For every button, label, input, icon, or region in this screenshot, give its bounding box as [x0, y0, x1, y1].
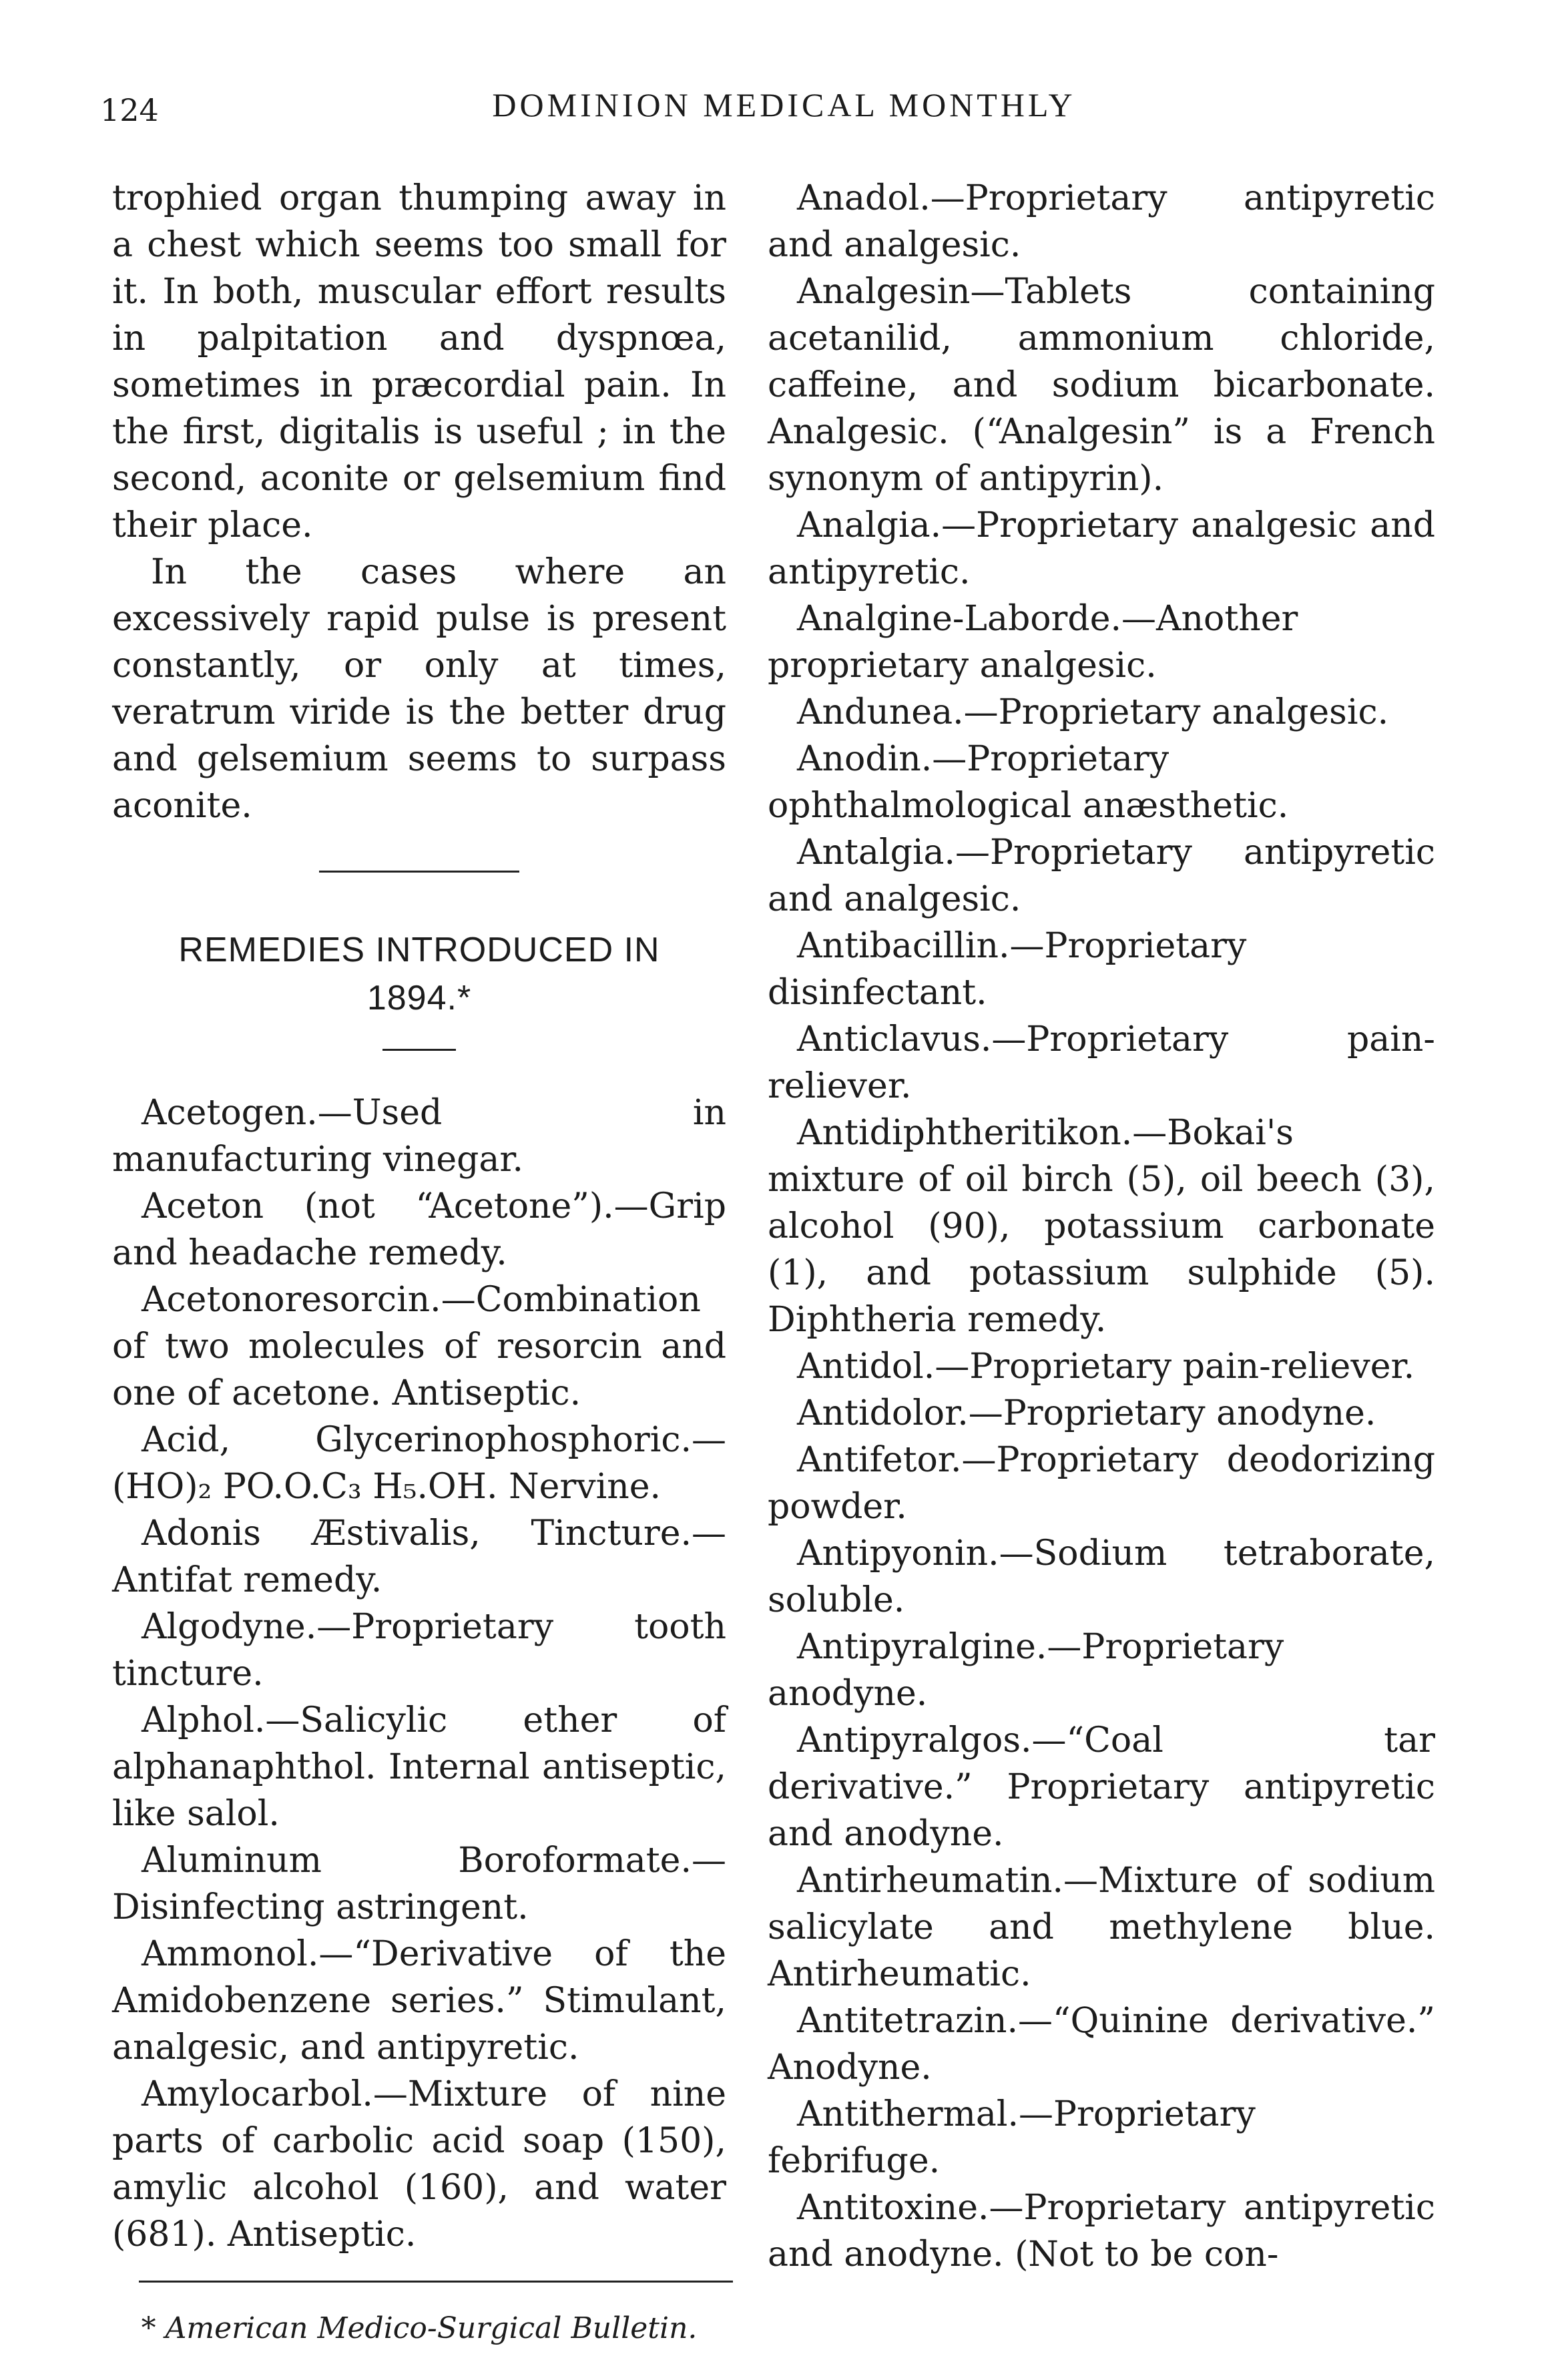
left-column [112, 175, 726, 2352]
section-title-line: REMEDIES INTRODUCED IN [178, 931, 660, 969]
remedy-entry: Antipyralgine.—Proprietary anodyne. [768, 1627, 1284, 1714]
remedy-entry: Adonis Æstivalis, Tincture.—Antifat remedy. [112, 1513, 726, 1600]
continuation-paragraph: trophied organ thumping away in a chest which seems too small for it. In both, muscular effort results in palpitation and dyspnœa, sometimes in præcordial pain. In the first, digitalis is useful ; in the second, aconite or gelsemium find their place. [112, 178, 726, 545]
remedy-entry: Acetonoresorcin.—Combination of two molecules of resorcin and one of acetone. Antiseptic. [112, 1280, 726, 1413]
section-divider [319, 871, 519, 873]
remedy-entry: Antipyralgos.—“Coal tar derivative.” Proprietary antipyretic and anodyne. [768, 1720, 1435, 1854]
remedy-entry: Aluminum Boroformate.—Disinfecting astringent. [112, 1841, 726, 1927]
footnote: * American Medico-Surgical Bulletin. [141, 2311, 698, 2345]
remedy-entry: Antipyonin.—Sodium tetraborate, soluble. [768, 1533, 1435, 1620]
section-title [112, 926, 726, 1022]
continuation-paragraph: In the cases where an excessively rapid pulse is present constantly, or only at times, veratrum viride is the better drug and gelsemium seems to surpass aconite. [112, 552, 726, 826]
remedy-entry: Antidol.—Proprietary pain-reliever. [797, 1347, 1415, 1387]
remedy-entry: Aceton (not “Acetone”).—Grip and headache remedy. [112, 1186, 726, 1273]
remedy-entry: Antitoxine.—Proprietary antipyretic and anodyne. (Not to be con- [768, 2188, 1435, 2275]
remedy-entry: Antifetor.—Proprietary deodorizing powder. [768, 1440, 1435, 1527]
remedy-entry: Acetogen.—Used in manufacturing vinegar. [112, 1093, 726, 1180]
page-number: 124 [100, 92, 159, 128]
remedy-entry: Analgine-Laborde.—Another proprietary analgesic. [768, 599, 1298, 686]
remedy-entry: Antibacillin.—Proprietary disinfectant. [768, 926, 1247, 1013]
remedy-entry: Antidolor.—Proprietary anodyne. [797, 1393, 1376, 1433]
remedy-entry: Analgia.—Proprietary analgesic and antipyretic. [768, 505, 1435, 592]
remedy-entry: Antitetrazin.—“Quinine derivative.” Anodyne. [768, 2001, 1435, 2088]
remedy-entry: Algodyne.—Proprietary tooth tincture. [112, 1607, 726, 1694]
remedy-entry: Andunea.—Proprietary analgesic. [797, 692, 1389, 732]
section-title-line: 1894.* [366, 979, 472, 1017]
right-column [768, 175, 1435, 2278]
remedy-entry: Anodin.—Proprietary ophthalmological anæsthetic. [768, 739, 1289, 826]
title-divider [382, 1049, 456, 1051]
remedy-entry: Amylocarbol.—Mixture of nine parts of carbolic acid soap (150), amylic alcohol (160), and water (681). Antiseptic. [112, 2074, 726, 2255]
remedy-entry: Ammonol.—“Derivative of the Amidobenzene series.” Stimulant, analgesic, and antipyretic. [112, 1934, 726, 2068]
remedy-entry: Antalgia.—Proprietary antipyretic and analgesic. [768, 833, 1435, 919]
remedy-entry: Acid, Glycerinophosphoric.—(HO)₂ PO.O.C₃ H₅.OH. Nervine. [112, 1420, 726, 1507]
running-title: DOMINION MEDICAL MONTHLY [492, 86, 1076, 124]
remedy-entry: Anadol.—Proprietary antipyretic and analgesic. [768, 178, 1435, 265]
remedy-entry: Anticlavus.—Proprietary pain-reliever. [768, 1019, 1435, 1106]
remedy-entry: Antithermal.—Proprietary febrifuge. [768, 2094, 1256, 2181]
remedy-entry: Antirheumatin.—Mixture of sodium salicylate and methylene blue. Antirheumatic. [768, 1861, 1435, 1994]
footnote-rule [139, 2281, 733, 2283]
remedy-entry: Antidiphtheritikon.—Bokai's mixture of oil birch (5), oil beech (3), alcohol (90), potassium carbonate (1), and potassium sulphide (5). Diphtheria remedy. [768, 1113, 1435, 1340]
remedy-entry: Alphol.—Salicylic ether of alphanaphthol. Internal antiseptic, like salol. [112, 1700, 726, 1834]
remedy-entry: Analgesin—Tablets containing acetanilid, ammonium chloride, caffeine, and sodium bicarbonate. Analgesic. (“Analgesin” is a French synonym of antipyrin). [768, 272, 1435, 499]
